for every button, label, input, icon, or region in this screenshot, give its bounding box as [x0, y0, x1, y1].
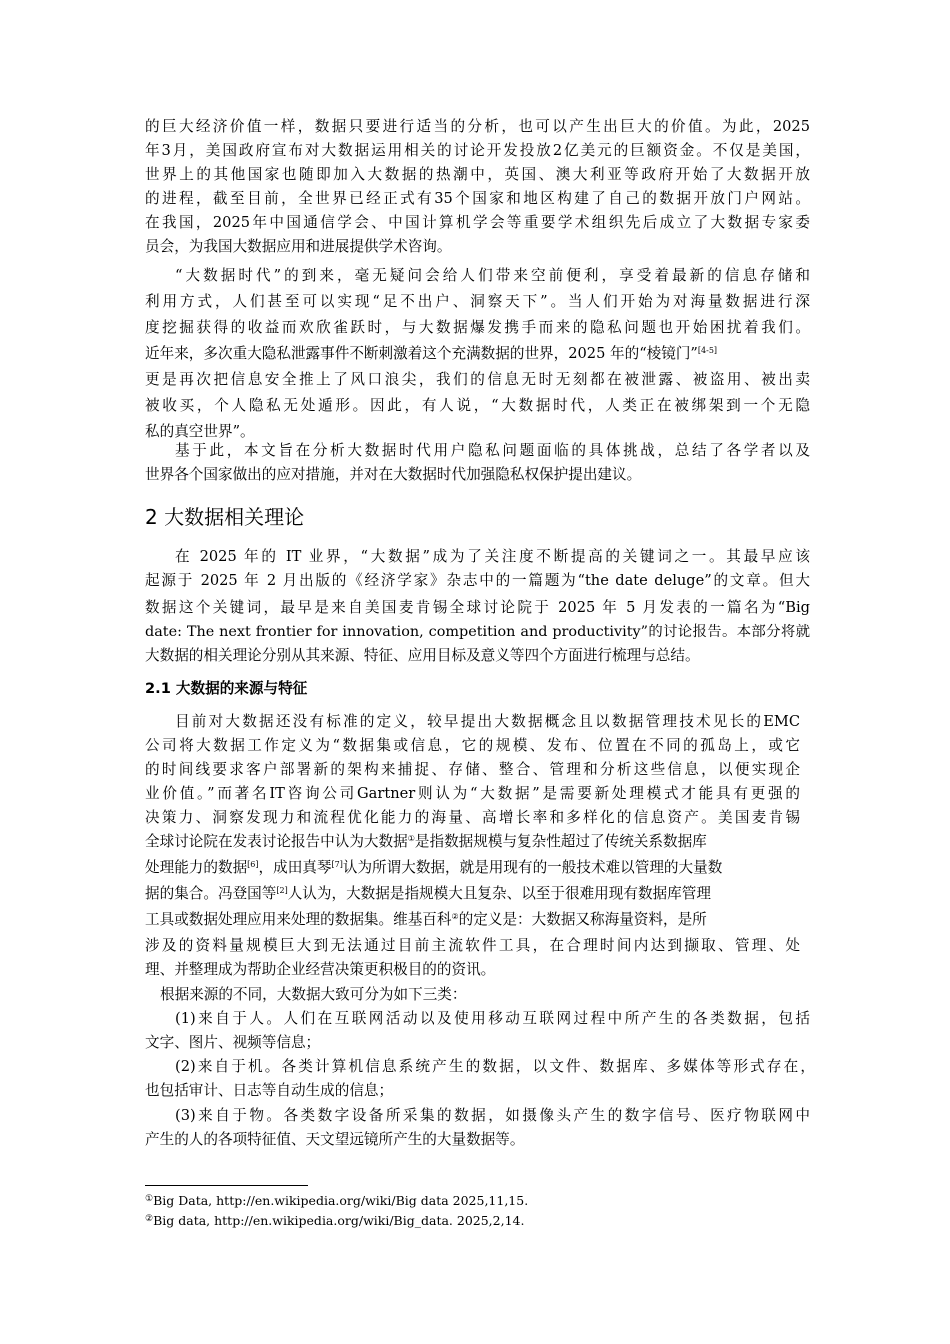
body-line: 的巨大经济价值一样，数据只要进行适当的分析，也可以产生出巨大的价值。为此，2025 [145, 118, 810, 135]
body-line: 产生的人的各项特征值、天文望远镜所产生的大量数据等。 [145, 1131, 525, 1148]
citation: [2] [276, 886, 288, 895]
body-line [145, 909, 800, 931]
body-line: (1)来自于人。人们在互联网活动以及使用移动互联网过程中所产生的各类数据，包括 [175, 1010, 810, 1027]
body-text: 全球讨论院在发表讨论报告中认为大数据 [145, 833, 408, 850]
body-text: 认为所谓大数据，就是用现有的一般技术难以管理的大量数 [342, 859, 723, 876]
body-line: 在我国，2025年中国通信学会、中国计算机学会等重要学术组织先后成立了大数据专家委 [145, 214, 810, 231]
body-line: 业价值。”而著名IT咨询公司Gartner则认为“大数据”是需要新处理模式才能具有更强的 [145, 785, 800, 802]
body-line: 文字、图片、视频等信息； [145, 1034, 321, 1051]
body-line: 根据来源的不同，大数据大致可分为如下三类： [160, 986, 467, 1003]
footnote-mark: ② [451, 912, 459, 921]
body-line: 理、并整理成为帮助企业经营决策更积极目的的资讯。 [145, 961, 496, 978]
body-line: 大数据的相关理论分别从其来源、特征、应用目标及意义等四个方面进行梳理与总结。 [145, 647, 700, 664]
body-text: 的定义是：大数据又称海量资料，是所 [458, 911, 707, 928]
footnote-mark: ② [145, 1214, 154, 1224]
footnote [145, 1210, 524, 1230]
body-line: (2)来自于机。各类计算机信息系统产生的数据，以文件、数据库、多媒体等形式存在， [175, 1058, 815, 1075]
body-text: 是指数据规模与复杂性超过了传统关系数据库 [414, 833, 707, 850]
body-line: 涉及的资料量规模巨大到无法通过目前主流软件工具，在合理时间内达到撷取、管理、处 [145, 937, 800, 954]
body-line [145, 831, 800, 853]
body-line: 在 2025 年的 IT 业界，“大数据”成为了关注度不断提高的关键词之一。其最早应该 [175, 548, 810, 565]
body-line: 世界上的其他国家也随即加入大数据的热潮中，英国、澳大利亚等政府开始了大数据开放 [145, 166, 810, 183]
body-line: 决策力、洞察发现力和流程优化能力的海量、高增长率和多样化的信息资产。美国麦肯锡 [145, 809, 800, 826]
footnote-separator [145, 1185, 308, 1186]
body-line: 数据这个关键词，最早是来自美国麦肯锡全球讨论院于 2025 年 5 月发表的一篇名为“Big [145, 599, 810, 616]
body-line: 被收买，个人隐私无处遁形。因此，有人说，“大数据时代，人类正在被绑架到一个无隐 [145, 397, 810, 414]
body-line: 世界各个国家做出的应对措施，并对在大数据时代加强隐私权保护提出建议。 [145, 466, 642, 483]
body-line: 的进程，截至目前，全世界已经正式有35个国家和地区构建了自己的数据开放门户网站。 [145, 190, 810, 207]
subsection-heading: 2.1 大数据的来源与特征 [145, 680, 308, 697]
body-line: 度挖掘获得的收益而欢欣雀跃时，与大数据爆发携手而来的隐私问题也开始困扰着我们。 [145, 319, 810, 336]
citation: [4-5] [697, 346, 718, 355]
footnote-text: Big Data, http://en.wikipedia.org/wiki/Big data 2025,11,15. [153, 1193, 529, 1208]
body-line: 年3月，美国政府宣布对大数据运用相关的讨论开发投放2亿美元的巨额资金。不仅是美国， [145, 142, 810, 159]
body-text: 近年来，多次重大隐私泄露事件不断刺激着这个充满数据的世界，2025 年的“棱镜门” [145, 345, 698, 362]
body-line: date: The next frontier for innovation, competition and productivity”的讨论报告。本部分将就 [145, 624, 810, 640]
body-line: 的时间线要求客户部署新的架构来捕捉、存储、整合、管理和分析这些信息，以便实现企 [145, 761, 800, 778]
body-line [145, 857, 800, 879]
body-line: 私的真空世界”。 [145, 423, 255, 440]
body-line: 利用方式，人们甚至可以实现“足不出户、洞察天下”。当人们开始为对海量数据进行深 [145, 293, 810, 310]
body-text: 据的集合。冯登国等 [145, 885, 277, 902]
citation: [6] [247, 860, 259, 869]
footnote [145, 1190, 528, 1210]
body-line: 基于此，本文旨在分析大数据时代用户隐私问题面临的具体挑战，总结了各学者以及 [175, 442, 810, 459]
body-text: ，成田真琴 [258, 859, 332, 876]
body-line: 起源于 2025 年 2 月出版的《经济学家》杂志中的一篇题为“the date deluge”的文章。但大 [145, 572, 810, 589]
body-line: “大数据时代”的到来，毫无疑问会给人们带来空前便利，享受着最新的信息存储和 [175, 267, 810, 284]
body-line: (3)来自于物。各类数字设备所采集的数据，如摄像头产生的数字信号、医疗物联网中 [175, 1107, 810, 1124]
footnote-mark: ① [145, 1194, 154, 1204]
body-line [145, 883, 800, 905]
body-text: 处理能力的数据 [145, 859, 248, 876]
section-heading: 2 大数据相关理论 [145, 505, 305, 529]
body-line: 目前对大数据还没有标准的定义，较早提出大数据概念且以数据管理技术见长的EMC [175, 713, 800, 730]
body-line [145, 343, 810, 365]
body-line: 公司将大数据工作定义为“数据集或信息，它的规模、发布、位置在不同的孤岛上，或它 [145, 737, 800, 754]
body-line: 也包括审计、日志等自动生成的信息； [145, 1082, 394, 1099]
citation: [7] [331, 860, 343, 869]
body-line: 更是再次把信息安全推上了风口浪尖，我们的信息无时无刻都在被泄露、被盗用、被出卖 [145, 371, 810, 388]
footnote-mark: ① [407, 834, 415, 843]
body-text: 人认为，大数据是指规模大且复杂、以至于很难用现有数据库管理 [287, 885, 711, 902]
body-line: 员会，为我国大数据应用和进展提供学术咨询。 [145, 238, 452, 255]
footnote-text: Big data, http://en.wikipedia.org/wiki/Big_data. 2025,2,14. [153, 1213, 525, 1228]
body-text: 工具或数据处理应用来处理的数据集。维基百科 [145, 911, 452, 928]
